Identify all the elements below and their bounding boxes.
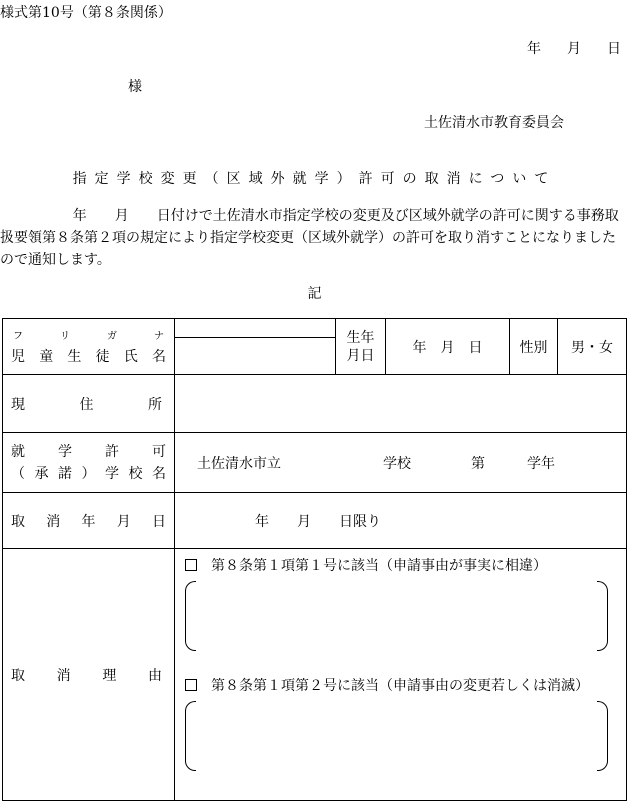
form-number: 様式第10号（第８条関係） xyxy=(0,5,172,21)
date-month: 月 xyxy=(567,41,583,57)
ki-heading: 記 xyxy=(307,286,322,302)
school-row xyxy=(3,433,627,493)
name-label: 児 童 生 徒 氏 名 xyxy=(11,348,166,365)
sex-label: 性別 xyxy=(510,319,558,375)
reason-1-details[interactable] xyxy=(185,581,608,651)
reason-2-details[interactable] xyxy=(185,701,608,771)
reason-2-checkbox[interactable] xyxy=(185,679,197,691)
furigana-label: フ リ ガ ナ xyxy=(13,330,164,342)
address-field[interactable] xyxy=(175,375,627,433)
sex-field[interactable]: 男・女 xyxy=(558,319,627,375)
furigana-field[interactable] xyxy=(175,319,335,338)
cancel-date-label: 取 消 年 月 日 xyxy=(3,493,175,549)
issuer: 土佐清水市教育委員会 xyxy=(424,115,564,131)
addressee: 様 xyxy=(128,79,142,95)
birthdate-label: 生年 月日 xyxy=(336,319,386,375)
school-label: 就 学 許 可 （ 承 諾 ） 学 校 名 xyxy=(3,433,175,493)
address-row xyxy=(3,375,627,433)
student-name-label xyxy=(3,319,175,375)
cancel-date-field[interactable]: 年 月 日限り xyxy=(175,493,627,549)
date-year: 年 xyxy=(527,41,543,57)
cancellation-form-table xyxy=(2,318,627,801)
reason-label: 取 消 理 由 xyxy=(3,549,175,801)
issue-date xyxy=(503,38,623,58)
school-field[interactable]: 土佐清水市立 学校 第 学年 xyxy=(175,433,627,493)
document-title: 指定学校変更（区域外就学）許可の取消について xyxy=(72,171,557,187)
reason-option-1[interactable]: 第８条第１項第１号に該当（申請事由が事実に相違） xyxy=(175,549,626,575)
address-label: 現 住 所 xyxy=(3,375,175,433)
reason-field xyxy=(175,549,627,801)
reason-1-checkbox[interactable] xyxy=(185,559,197,571)
reason-option-2[interactable]: 第８条第１項第２号に該当（申請事由の変更若しくは消滅） xyxy=(175,651,626,695)
student-name-row xyxy=(3,319,627,375)
cancel-date-row xyxy=(3,493,627,549)
date-day: 日 xyxy=(607,41,623,57)
body-text: 年 月 日付けで土佐清水市指定学校の変更及び区域外就学の許可に関する事務取扱要領第８条第２項の規定により指定学校変更（区域外就学）の許可を取り消すことになりましたので通知します。 xyxy=(0,208,619,268)
birthdate-field[interactable]: 年 月 日 xyxy=(386,319,510,375)
student-name-field[interactable] xyxy=(175,319,336,375)
reason-row xyxy=(3,549,627,801)
